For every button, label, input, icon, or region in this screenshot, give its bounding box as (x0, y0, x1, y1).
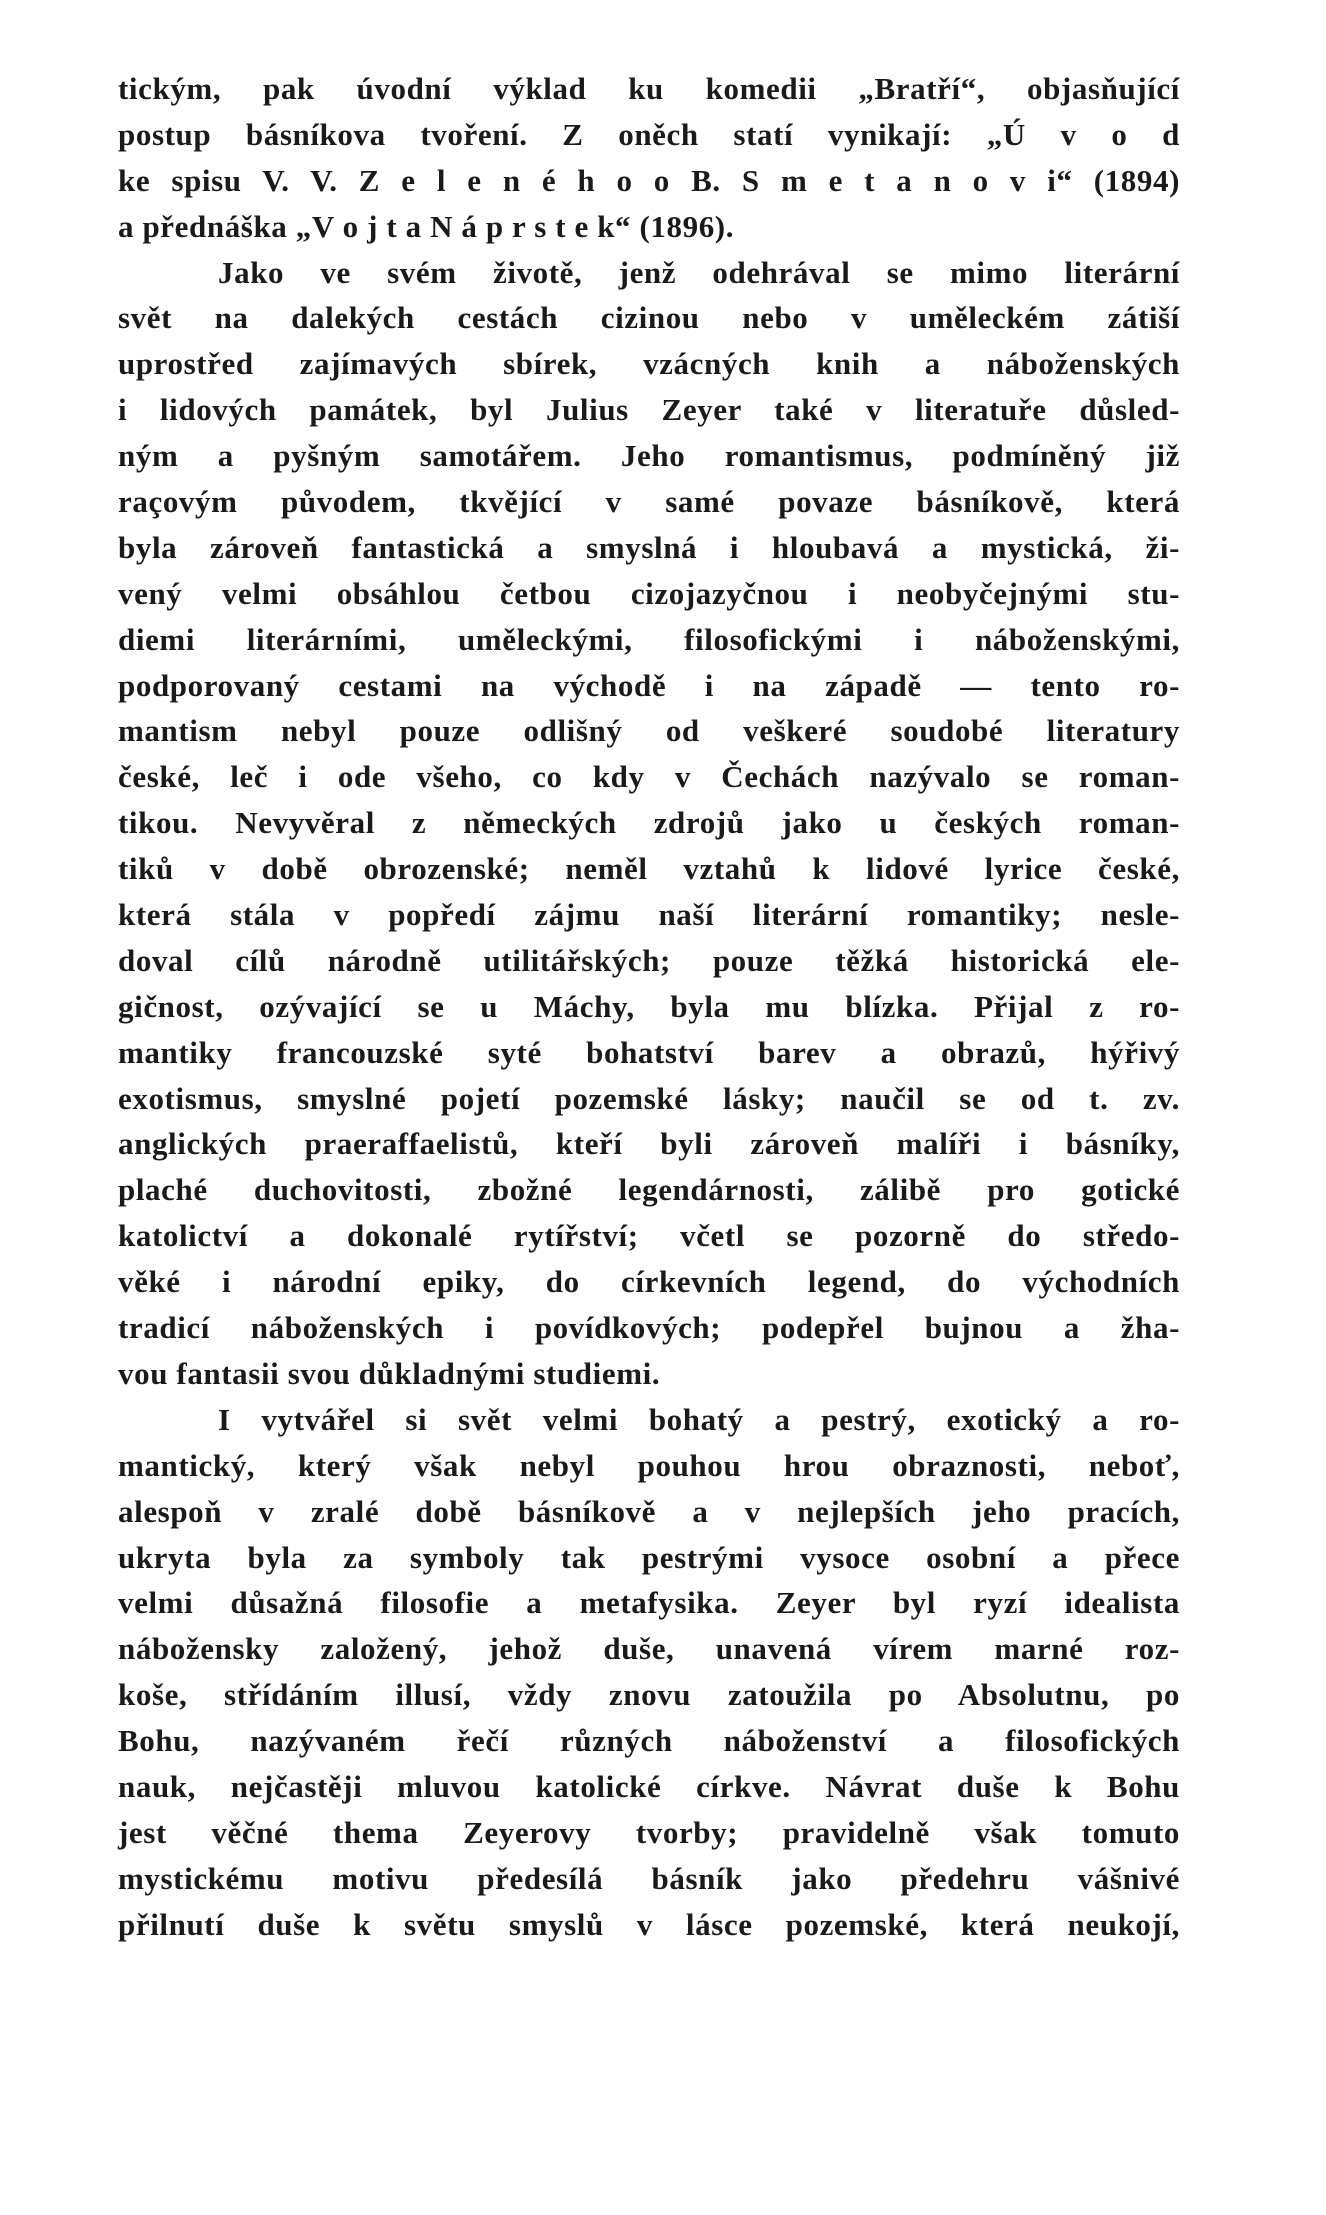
text-line: plaché duchovitosti, zbožné legendárnosti, zálibě pro gotické (118, 1172, 1180, 1208)
text-line: mantický, který však nebyl pouhou hrou obraznosti, neboť, (118, 1447, 1180, 1483)
text-line: tikou. Nevyvěral z německých zdrojů jako u českých roman- (118, 805, 1180, 841)
text-line: která stála v popředí zájmu naší literární romantiky; nesle- (118, 897, 1180, 933)
page-text (118, 66, 1180, 1948)
text-line: a přednáška „V o j t a N á p r s t e k“ (1896). (118, 208, 735, 244)
text-line: I vytvářel si svět velmi bohatý a pestrý, exotický a ro- (218, 1401, 1180, 1437)
text-line: Bohu, nazývaném řečí různých náboženství a filosofických (118, 1723, 1180, 1759)
paragraph (118, 1397, 1180, 1948)
text-line: tickým, pak úvodní výklad ku komedii „Bratří“, objasňující (118, 71, 1180, 106)
text-line: gičnost, ozývající se u Máchy, byla mu blízka. Přijal z ro- (118, 988, 1180, 1024)
paragraph (118, 250, 1180, 1397)
paragraph (118, 66, 1180, 250)
text-line: doval cílů národně utilitářských; pouze těžká historická ele- (118, 942, 1180, 978)
text-line: postup básníkova tvoření. Z oněch statí vynikají: „Ú v o d (118, 116, 1180, 152)
text-line: Jako ve svém životě, jenž odehrával se mimo literární (218, 254, 1180, 290)
text-line: věké i národní epiky, do církevních legend, do východních (118, 1264, 1180, 1300)
text-line: katolictví a dokonalé rytířství; včetl se pozorně do středo- (118, 1218, 1180, 1254)
text-line: byla zároveň fantastická a smyslná i hloubavá a mystická, ži- (118, 529, 1180, 565)
text-line: vený velmi obsáhlou četbou cizojazyčnou i neobyčejnými stu- (118, 575, 1180, 611)
text-line: tiků v době obrozenské; neměl vztahů k lidové lyrice české, (118, 851, 1180, 887)
text-line: ke spisu V. V. Z e l e n é h o o B. S m e t a n o v i“ (1894) (118, 162, 1180, 198)
text-line: raçovým původem, tkvějící v samé povaze básníkově, která (118, 484, 1180, 520)
text-line: uprostřed zajímavých sbírek, vzácných knih a náboženských (118, 346, 1180, 382)
text-line: mantism nebyl pouze odlišný od veškeré soudobé literatury (118, 713, 1180, 749)
text-line: anglických praeraffaelistů, kteří byli zároveň malíři i básníky, (118, 1126, 1180, 1162)
text-line: mantiky francouzské syté bohatství barev a obrazů, hýřivý (118, 1034, 1180, 1070)
text-line: ným a pyšným samotářem. Jeho romantismus, podmíněný již (118, 438, 1180, 474)
text-line: české, leč i ode všeho, co kdy v Čechách nazývalo se roman- (118, 759, 1180, 795)
text-line: exotismus, smyslné pojetí pozemské lásky; naučil se od t. zv. (118, 1080, 1180, 1116)
text-line: diemi literárními, uměleckými, filosofickými i náboženskými, (118, 621, 1180, 657)
text-line: svět na dalekých cestách cizinou nebo v uměleckém zátiší (118, 300, 1180, 336)
text-line: jest věčné thema Zeyerovy tvorby; pravidelně však tomuto (118, 1814, 1180, 1850)
text-line: přilnutí duše k světu smyslů v lásce pozemské, která neukojí, (118, 1906, 1180, 1942)
text-line: tradicí náboženských i povídkových; podepřel bujnou a žha- (118, 1310, 1180, 1346)
text-line: vou fantasii svou důkladnými studiemi. (118, 1355, 661, 1391)
text-line: i lidových památek, byl Julius Zeyer také v literatuře důsled- (118, 392, 1180, 428)
text-line: velmi důsažná filosofie a metafysika. Zeyer byl ryzí idealista (118, 1585, 1180, 1621)
text-line: nauk, nejčastěji mluvou katolické církve. Návrat duše k Bohu (118, 1768, 1180, 1804)
text-line: podporovaný cestami na východě i na západě — tento ro- (118, 667, 1180, 703)
text-line: alespoň v zralé době básníkově a v nejlepších jeho pracích, (118, 1493, 1180, 1529)
text-line: mystickému motivu předesílá básník jako předehru vášnivé (118, 1860, 1180, 1896)
text-line: ukryta byla za symboly tak pestrými vysoce osobní a přece (118, 1539, 1180, 1575)
text-line: koše, střídáním illusí, vždy znovu zatoužila po Absolutnu, po (118, 1677, 1180, 1713)
text-line: nábožensky založený, jehož duše, unavená vírem marné roz- (118, 1631, 1180, 1667)
